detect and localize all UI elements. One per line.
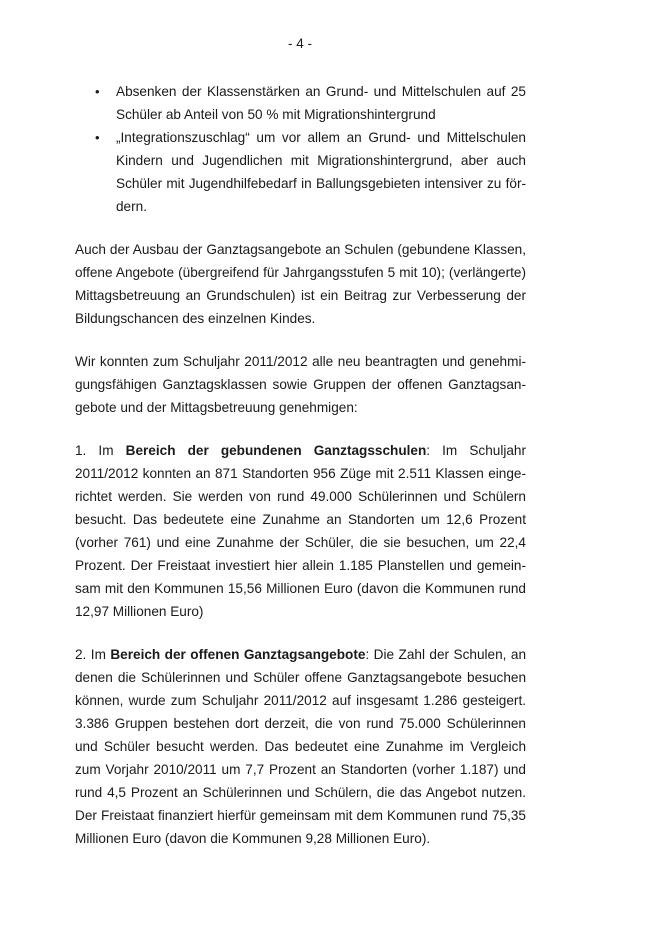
- bullet-item: [75, 126, 526, 218]
- bullet-list: [75, 80, 526, 218]
- page-content: [75, 80, 526, 870]
- section-heading: Bereich der gebundenen Ganztagsschulen: [125, 443, 427, 458]
- page-number: - 4 -: [287, 36, 312, 51]
- bullet-item: [75, 80, 526, 126]
- section-prefix: 1. Im: [75, 443, 126, 458]
- paragraph-schuljahr: Wir konnten zum Schuljahr 2011/2012 alle neu beantragten und genehmi-gungsfähigen Ganztagsklassen sowie Gruppen der offenen Ganztagsan-gebote und der Mittagsbetreuung genehmigen:: [75, 354, 526, 415]
- section-body: : Im Schuljahr 2011/2012 konnten an 871 Standorten 956 Züge mit 2.511 Klassen einge-richtet werden. Sie werden von rund 49.000 Schülerinnen und Schülern besucht. Das bedeutete eine Zunahme an Standorten um 12,6 Prozent (vorher 761) und eine Zunahme der Schüler, die sie besuchen, um 22,4 Prozent. Der Freistaat investiert hier allein 1.185 Planstellen und gemein-sam mit den Kommunen 15,56 Millionen Euro (davon die Kommunen rund 12,97 Millionen Euro): [75, 443, 527, 619]
- section-prefix: 2. Im: [75, 647, 111, 662]
- section-offene-ganztagsangebote: [75, 643, 526, 850]
- section-gebundene-ganztagsschulen: [75, 439, 526, 623]
- bullet-icon: •: [95, 130, 100, 145]
- paragraph-ganztag: Auch der Ausbau der Ganztagsangebote an Schulen (gebundene Klassen, offene Angebote (übergreifend für Jahrgangsstufen 5 mit 10); (verlängerte) Mittagsbetreuung an Grundschulen) ist ein Beitrag zur Verbesserung der Bildungschancen des einzelnen Kindes.: [75, 242, 526, 326]
- bullet-icon: •: [95, 84, 100, 99]
- section-body: : Die Zahl der Schulen, an denen die Schülerinnen und Schüler offene Ganztagsangebote besuchen können, wurde zum Schuljahr 2011/2012 auf insgesamt 1.286 gesteigert. 3.386 Gruppen bestehen dort derzeit, die von rund 75.000 Schülerinnen und Schüler besucht werden. Das bedeutet eine Zunahme im Vergleich zum Vorjahr 2010/2011 um 7,7 Prozent an Standorten (vorher 1.187) und rund 4,5 Prozent an Schülerinnen und Schülern, die das Angebot nutzen. Der Freistaat finanziert hierfür gemeinsam mit dem Kommunen rund 75,35 Millionen Euro (davon die Kommunen 9,28 Millionen Euro).: [75, 647, 527, 846]
- bullet-text: Absenken der Klassenstärken an Grund- und Mittelschulen auf 25 Schüler ab Anteil von 50 % mit Migrationshintergrund: [116, 84, 526, 122]
- section-heading: Bereich der offenen Ganztagsangebote: [110, 647, 366, 662]
- bullet-text: „Integrationszuschlag“ um vor allem an Grund- und Mittelschulen Kindern und Jugendlichen mit Migrationshintergrund, aber auch Schüler mit Jugendhilfebedarf in Ballungsgebieten intensiver zu för-dern.: [116, 130, 526, 214]
